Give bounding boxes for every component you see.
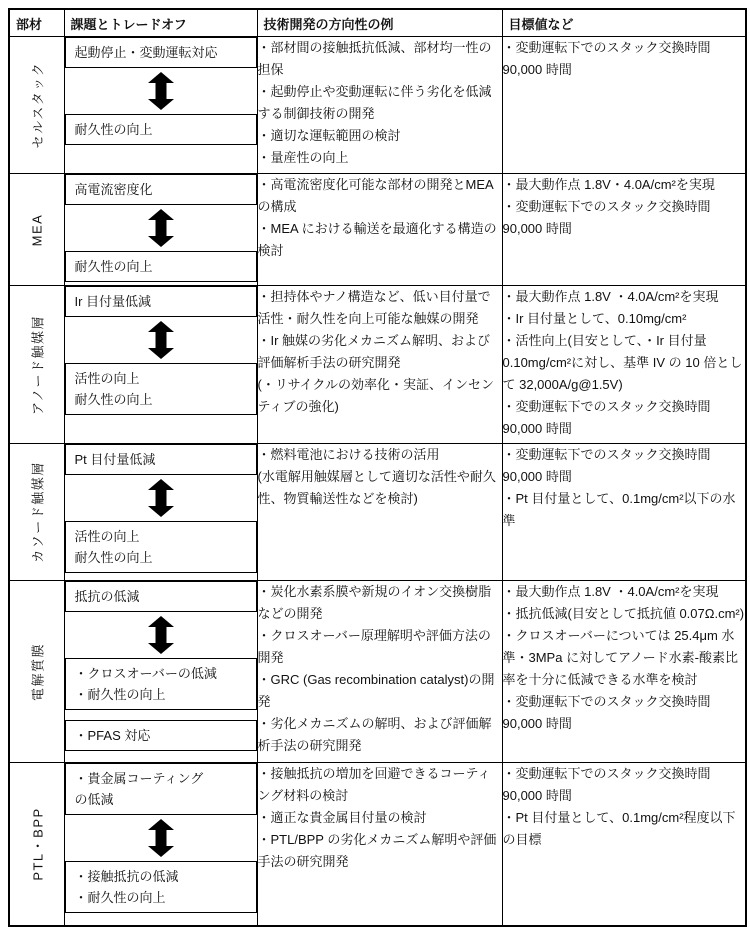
issue-box [65, 251, 257, 282]
table-row [9, 37, 746, 174]
tradeoff-arrow [65, 205, 257, 251]
issue-box-line: Ir 目付量低減 [74, 294, 152, 309]
issue-box-line: ・貴金属コーティング [74, 771, 204, 786]
component-cell [9, 37, 64, 174]
component-table-wrapper [8, 8, 747, 927]
component-cell [9, 174, 64, 286]
target-cell [502, 286, 746, 444]
bullet-item: ・GRC (Gas recombination catalyst)の開発 [257, 672, 495, 709]
issue-box-line: の低減 [74, 792, 114, 807]
target-cell [502, 763, 746, 927]
direction-cell [257, 174, 502, 286]
bullet-item: ・適切な運転範囲の検討 [257, 128, 401, 143]
tradeoff-arrow [65, 612, 257, 658]
tradeoff-arrow [65, 475, 257, 521]
bullet-item: ・変動運転下でのスタック交換時間 90,000 時間 [502, 447, 711, 484]
issue-box-line: 耐久性の向上 [74, 550, 153, 565]
header-target: 目標値など [502, 9, 746, 37]
issue-box-line: 活性の向上 [74, 371, 140, 386]
table-row [9, 763, 746, 927]
issue-box-line: ・耐久性の向上 [74, 890, 166, 905]
component-label: アノード触媒層 [30, 314, 46, 415]
component-label: 電解質膜 [30, 642, 46, 701]
issue-box [65, 763, 257, 815]
direction-cell [257, 763, 502, 927]
double-arrow-icon [147, 479, 175, 517]
component-cell [9, 286, 64, 444]
table-row [9, 581, 746, 763]
double-arrow-icon [147, 72, 175, 110]
bullet-item: ・接触抵抗の増加を回避できるコーティング材料の検討 [257, 766, 491, 803]
issue-box [65, 658, 257, 710]
issue-box-line: 起動停止・変動運転対応 [74, 45, 218, 60]
tradeoff-cell [64, 286, 257, 444]
issue-box-line: 耐久性の向上 [74, 392, 153, 407]
target-cell [502, 581, 746, 763]
bullet-item: ・最大動作点 1.8V・4.0A/cm²を実現 [502, 177, 715, 192]
tradeoff-arrow [65, 815, 257, 861]
bullet-item: ・劣化メカニズムの解明、および評価解析手法の研究開発 [257, 716, 492, 753]
tradeoff-cell [64, 37, 257, 174]
bullet-item: ・変動運転下でのスタック交換時間 90,000 時間 [502, 766, 711, 803]
issue-box-line: ・耐久性の向上 [74, 687, 166, 702]
issue-box [65, 720, 257, 751]
double-arrow-icon [147, 321, 175, 359]
header-component: 部材 [9, 9, 64, 37]
tradeoff-cell [64, 174, 257, 286]
target-cell [502, 174, 746, 286]
component-label: セルスタック [30, 61, 46, 149]
bullet-item: ・PTL/BPP の劣化メカニズム解明や評価手法の研究開発 [257, 832, 497, 869]
issue-box [65, 521, 257, 573]
bullet-item: ・変動運転下でのスタック交換時間 90,000 時間 [502, 40, 711, 77]
issue-box-line: 抵抗の低減 [74, 589, 140, 604]
issue-box-line: Pt 目付量低減 [74, 452, 156, 467]
bullet-item: ・クロスオーバーについては 25.4μm 水準・3MPa に対してアノード水素-酸素比率を十分に低減できる水準を検討 [502, 628, 738, 687]
component-label: PTL・BPP [30, 807, 46, 881]
direction-cell [257, 444, 502, 581]
issue-box [65, 581, 257, 612]
component-table [8, 8, 747, 927]
bullet-item: ・MEA における輸送を最適化する構造の検討 [257, 221, 497, 258]
issue-box [65, 114, 257, 145]
issue-box-line: 耐久性の向上 [74, 122, 153, 137]
tradeoff-arrow [65, 317, 257, 363]
component-label: カソード触媒層 [30, 461, 46, 563]
bullet-item: (水電解用触媒層として適切な活性や耐久性、物質輸送性などを検討) [257, 469, 496, 506]
issue-box-line: ・PFAS 対応 [74, 728, 151, 743]
bullet-item: ・部材間の接触抵抗低減、部材均一性の担保 [257, 40, 492, 77]
bullet-item: ・燃料電池における技術の活用 [257, 447, 440, 462]
issue-box-line: 活性の向上 [74, 529, 140, 544]
bullet-item: ・起動停止や変動運転に伴う劣化を低減する制御技術の開発 [257, 84, 492, 121]
bullet-item: ・最大動作点 1.8V ・4.0A/cm²を実現 [502, 289, 719, 304]
issue-box [65, 363, 257, 415]
bullet-item: ・最大動作点 1.8V ・4.0A/cm²を実現 [502, 584, 719, 599]
bullet-item: ・Pt 目付量として、0.1mg/cm²以下の水準 [502, 491, 736, 528]
tradeoff-cell [64, 444, 257, 581]
target-cell [502, 444, 746, 581]
header-row [9, 9, 746, 37]
bullet-item: ・クロスオーバー原理解明や評価方法の開発 [257, 628, 491, 665]
table-row [9, 286, 746, 444]
issue-box-line: ・接触抵抗の低減 [74, 869, 179, 884]
issue-box [65, 861, 257, 913]
target-cell [502, 37, 746, 174]
bullet-item: ・変動運転下でのスタック交換時間 90,000 時間 [502, 694, 711, 731]
bullet-item: ・量産性の向上 [257, 150, 349, 165]
bullet-item: ・炭化水素系膜や新規のイオン交換樹脂などの開発 [257, 584, 492, 621]
double-arrow-icon [147, 616, 175, 654]
bullet-item: ・適正な貴金属目付量の検討 [257, 810, 427, 825]
component-cell [9, 763, 64, 927]
component-cell [9, 444, 64, 581]
direction-cell [257, 581, 502, 763]
tradeoff-arrow [65, 68, 257, 114]
component-cell [9, 581, 64, 763]
bullet-item: ・担持体やナノ構造など、低い目付量で活性・耐久性を向上可能な触媒の開発 [257, 289, 491, 326]
double-arrow-icon [147, 819, 175, 857]
component-label: MEA [29, 213, 45, 246]
direction-cell [257, 286, 502, 444]
bullet-item: ・抵抗低減(目安として抵抗値 0.07Ω.cm²) [502, 606, 745, 621]
double-arrow-icon [147, 209, 175, 247]
issue-box-line: ・クロスオーバーの低減 [74, 666, 217, 681]
tradeoff-cell [64, 581, 257, 763]
bullet-item: ・変動運転下でのスタック交換時間 90,000 時間 [502, 199, 711, 236]
bullet-item: ・活性向上(目安として、・Ir 目付量 0.10mg/cm²に対し、基準 IV の 10 倍として 32,000A/g@1.5V) [502, 333, 743, 392]
header-direction: 技術開発の方向性の例 [257, 9, 502, 37]
issue-box [65, 37, 257, 68]
issue-box-line: 高電流密度化 [74, 182, 153, 197]
table-row [9, 174, 746, 286]
bullet-item: ・変動運転下でのスタック交換時間 90,000 時間 [502, 399, 711, 436]
header-tradeoff: 課題とトレードオフ [64, 9, 257, 37]
bullet-item: ・Pt 目付量として、0.1mg/cm²程度以下の目標 [502, 810, 736, 847]
issue-box [65, 286, 257, 317]
bullet-item: (・リサイクルの効率化・実証、インセンティブの強化) [257, 377, 495, 414]
issue-box [65, 174, 257, 205]
tradeoff-cell [64, 763, 257, 927]
issue-box [65, 444, 257, 475]
bullet-item: ・高電流密度化可能な部材の開発とMEA の構成 [257, 177, 493, 214]
issue-box-line: 耐久性の向上 [74, 259, 153, 274]
bullet-item: ・Ir 触媒の劣化メカニズム解明、および評価解析手法の研究開発 [257, 333, 491, 370]
bullet-item: ・Ir 目付量として、0.10mg/cm² [502, 311, 687, 326]
direction-cell [257, 37, 502, 174]
table-row [9, 444, 746, 581]
